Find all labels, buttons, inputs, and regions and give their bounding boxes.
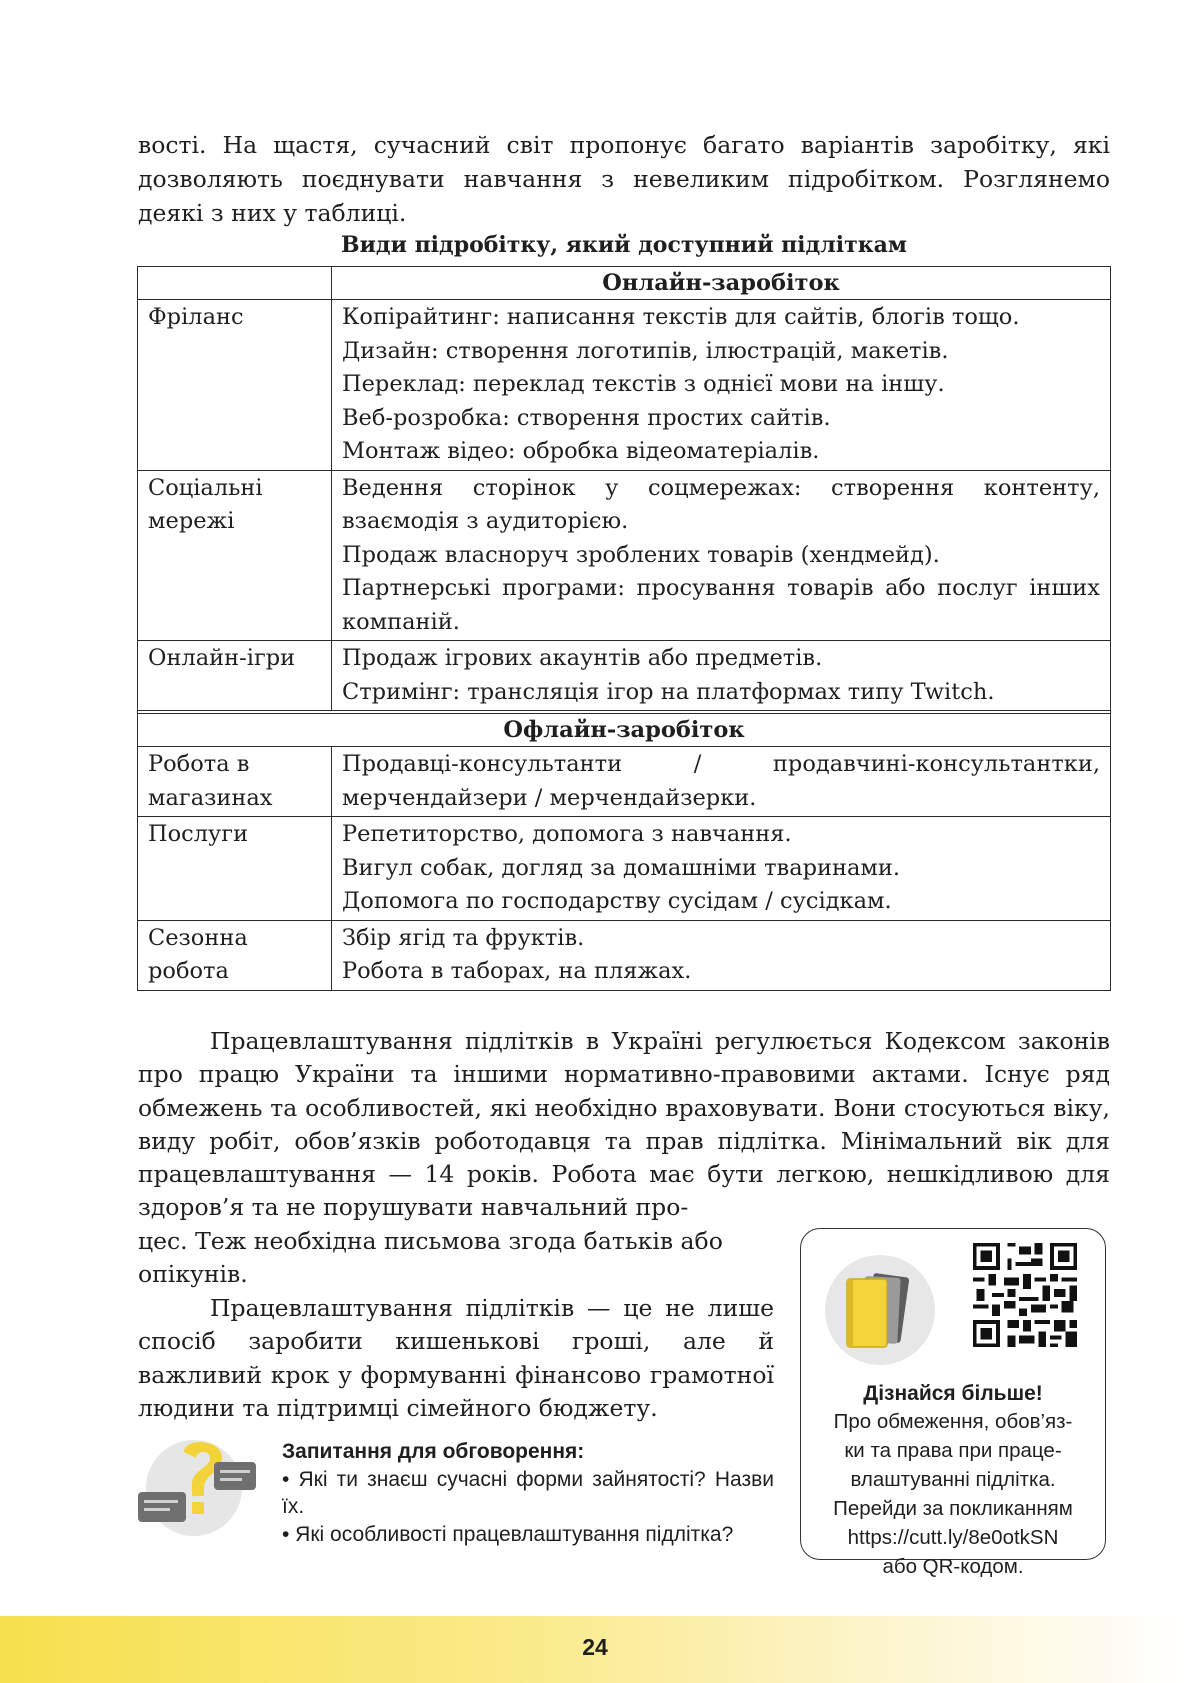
- online-section-header: Онлайн-заробіток: [332, 267, 1111, 300]
- learn-more-line: Перейди за покликанням: [833, 1497, 1073, 1520]
- learn-more-box: [800, 1228, 1106, 1578]
- list-item: Стримінг: трансляція ігор на платформах типу Twitch.: [342, 678, 995, 705]
- learn-more-line: або QR-кодом.: [882, 1555, 1024, 1578]
- list-item: Продавці-консультанти / продавчині-консультантки, мерчендайзери / мерчендайзерки.: [342, 751, 1100, 811]
- offline-section-header: Офлайн-заробіток: [138, 714, 1111, 747]
- learn-more-text: [801, 1407, 1105, 1581]
- body-paragraph-2-text: Працевлаштування підлітків — це не лише спосіб заробити кишенькові гроші, але й важливий крок у формуванні фінансово грамотної людини та підтримці сімейного бюджету.: [138, 1294, 774, 1422]
- category-cell: Послуги: [138, 817, 332, 921]
- category-cell: Соціальні мережі: [138, 470, 332, 641]
- table-row: [138, 470, 1111, 641]
- body-paragraph: Працевлаштування підлітків в Україні регулюється Кодексом законів про працю України та іншими нормативно-правовими актами. Існує ряд обмежень та особливостей, які необхідно враховувати. Вони стосуються віку, виду робіт, обов’язків роботодавця та прав підлітка. Мінімальний вік для працевлаштування — 14 років. Робота має бути легкою, нешкідливою для здоров’я та не порушувати навчальний про-: [138, 1027, 1110, 1222]
- table-title: Види підробітку, який доступний підліткам: [341, 232, 907, 258]
- jobs-table: [137, 266, 1111, 991]
- questions-heading: Запитання для обговорення:: [282, 1440, 585, 1463]
- list-item: Дизайн: створення логотипів, ілюстрацій, макетів.: [342, 337, 949, 364]
- list-item: Веб-розробка: створення простих сайтів.: [342, 404, 831, 431]
- body-paragraph-continued: цес. Теж необхідна письмова згода батьків або опікунів.: [138, 1227, 723, 1289]
- list-item: Продаж власноруч зроблених товарів (хендмейд).: [342, 541, 940, 568]
- items-cell: [332, 920, 1111, 990]
- category-cell: Робота в магазинах: [138, 747, 332, 817]
- learn-more-line: Про обмеження, обов’яз-: [833, 1410, 1073, 1433]
- list-item: Копірайтинг: написання текстів для сайтів, блогів тощо.: [342, 304, 1020, 330]
- list-item: Переклад: переклад текстів з однієї мови на іншу.: [342, 371, 945, 397]
- list-item: • Які особливості працевлаштування підлітка?: [282, 1522, 734, 1546]
- category-cell: Сезонна робота: [138, 920, 332, 990]
- list-item: Ведення сторінок у соцмережах: створення контенту, взаємодія з аудиторією.: [342, 474, 1100, 534]
- list-item: Монтаж відео: обробка відеоматеріалів.: [342, 438, 820, 464]
- list-item: Репетиторство, допомога з навчання.: [342, 821, 792, 847]
- table-row: [138, 641, 1111, 711]
- items-cell: [332, 747, 1111, 817]
- discussion-questions: [282, 1438, 774, 1548]
- category-cell: Онлайн-ігри: [138, 641, 332, 711]
- qr-code-icon[interactable]: [969, 1239, 1081, 1351]
- page-number: 24: [582, 1634, 608, 1660]
- items-cell: [332, 300, 1111, 471]
- table-row: [138, 714, 1111, 747]
- table-row: [138, 817, 1111, 921]
- learn-more-line: влаштуванні підлітка.: [850, 1468, 1056, 1491]
- learn-more-title: Дізнайся більше!: [863, 1382, 1043, 1405]
- question-mark-icon: [136, 1430, 260, 1540]
- table-row: [138, 267, 1111, 300]
- items-cell: [332, 470, 1111, 641]
- list-item: Збір ягід та фруктів.: [342, 924, 585, 951]
- list-item: • Які ти знаєш сучасні форми зайнятості? Назви їх.: [282, 1467, 774, 1518]
- list-item: Продаж ігрових акаунтів або предметів.: [342, 645, 823, 671]
- book-icon: [825, 1255, 935, 1365]
- list-item: Вигул собак, догляд за домашніми тваринами.: [342, 854, 901, 881]
- table-row: [138, 300, 1111, 471]
- table-row: [138, 920, 1111, 990]
- list-item: Допомога по господарству сусідам / сусідкам.: [342, 888, 892, 914]
- table-row: [138, 747, 1111, 817]
- list-item: Робота в таборах, на пляжах.: [342, 958, 692, 984]
- list-item: Партнерські програми: просування товарів або послуг інших компаній.: [342, 575, 1100, 635]
- learn-more-line: ки та права при праце-: [844, 1439, 1062, 1462]
- category-cell: Фріланс: [138, 300, 332, 471]
- body-paragraph-2: [138, 1292, 774, 1425]
- items-cell: [332, 817, 1111, 921]
- learn-more-link[interactable]: https://cutt.ly/8e0otkSN: [847, 1526, 1059, 1549]
- items-cell: [332, 641, 1111, 711]
- intro-paragraph: вості. На щастя, сучасний світ пропонує багато варіантів заробітку, які дозволяють поєднувати навчання з невеликим підробітком. Розглянемо деякі з них у таблиці.: [138, 131, 1110, 227]
